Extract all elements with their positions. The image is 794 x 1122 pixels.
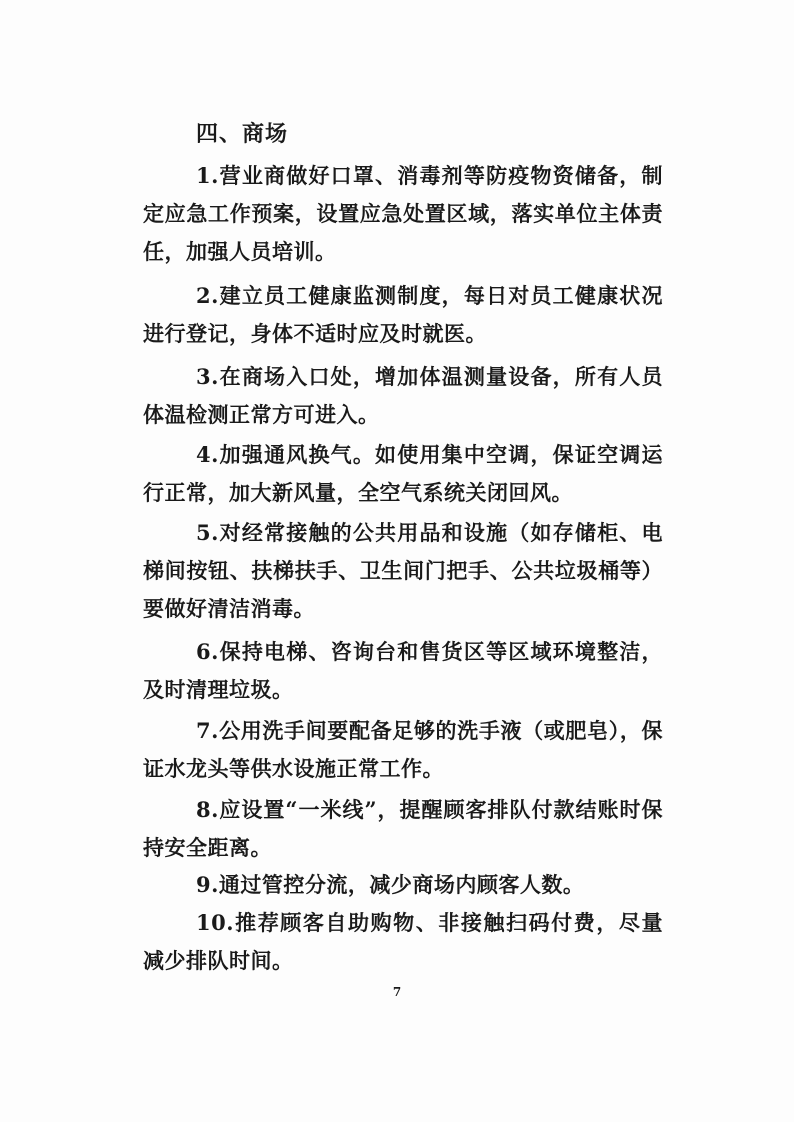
paragraph-3: 3.在商场入口处，增加体温测量设备，所有人员体温检测正常方可进入。 xyxy=(143,364,663,427)
paragraph-8: 8.应设置“一米线”，提醒顾客排队付款结账时保持安全距离。 xyxy=(143,797,663,860)
paragraph-9: 9.通过管控分流，减少商场内顾客人数。 xyxy=(196,872,585,897)
page-number: 7 xyxy=(392,985,402,999)
section-heading: 四、商场 xyxy=(196,121,289,147)
paragraph-10: 10.推荐顾客自助购物、非接触扫码付费，尽量减少排队时间。 xyxy=(143,910,663,973)
paragraph-2: 2.建立员工健康监测制度，每日对员工健康状况进行登记，身体不适时应及时就医。 xyxy=(143,283,663,346)
paragraph-7: 7.公用洗手间要配备足够的洗手液（或肥皂），保证水龙头等供水设施正常工作。 xyxy=(143,718,663,781)
paragraph-5: 5.对经常接触的公共用品和设施（如存储柜、电梯间按钮、扶梯扶手、卫生间门把手、公共垃圾桶等）要做好清洁消毒。 xyxy=(143,520,663,621)
paragraph-4: 4.加强通风换气。如使用集中空调，保证空调运行正常，加大新风量，全空气系统关闭回风。 xyxy=(143,442,663,505)
paragraph-1: 1.营业商做好口罩、消毒剂等防疫物资储备，制定应急工作预案，设置应急处置区域，落实单位主体责任，加强人员培训。 xyxy=(143,163,663,264)
paragraph-6: 6.保持电梯、咨询台和售货区等区域环境整洁，及时清理垃圾。 xyxy=(143,639,663,702)
